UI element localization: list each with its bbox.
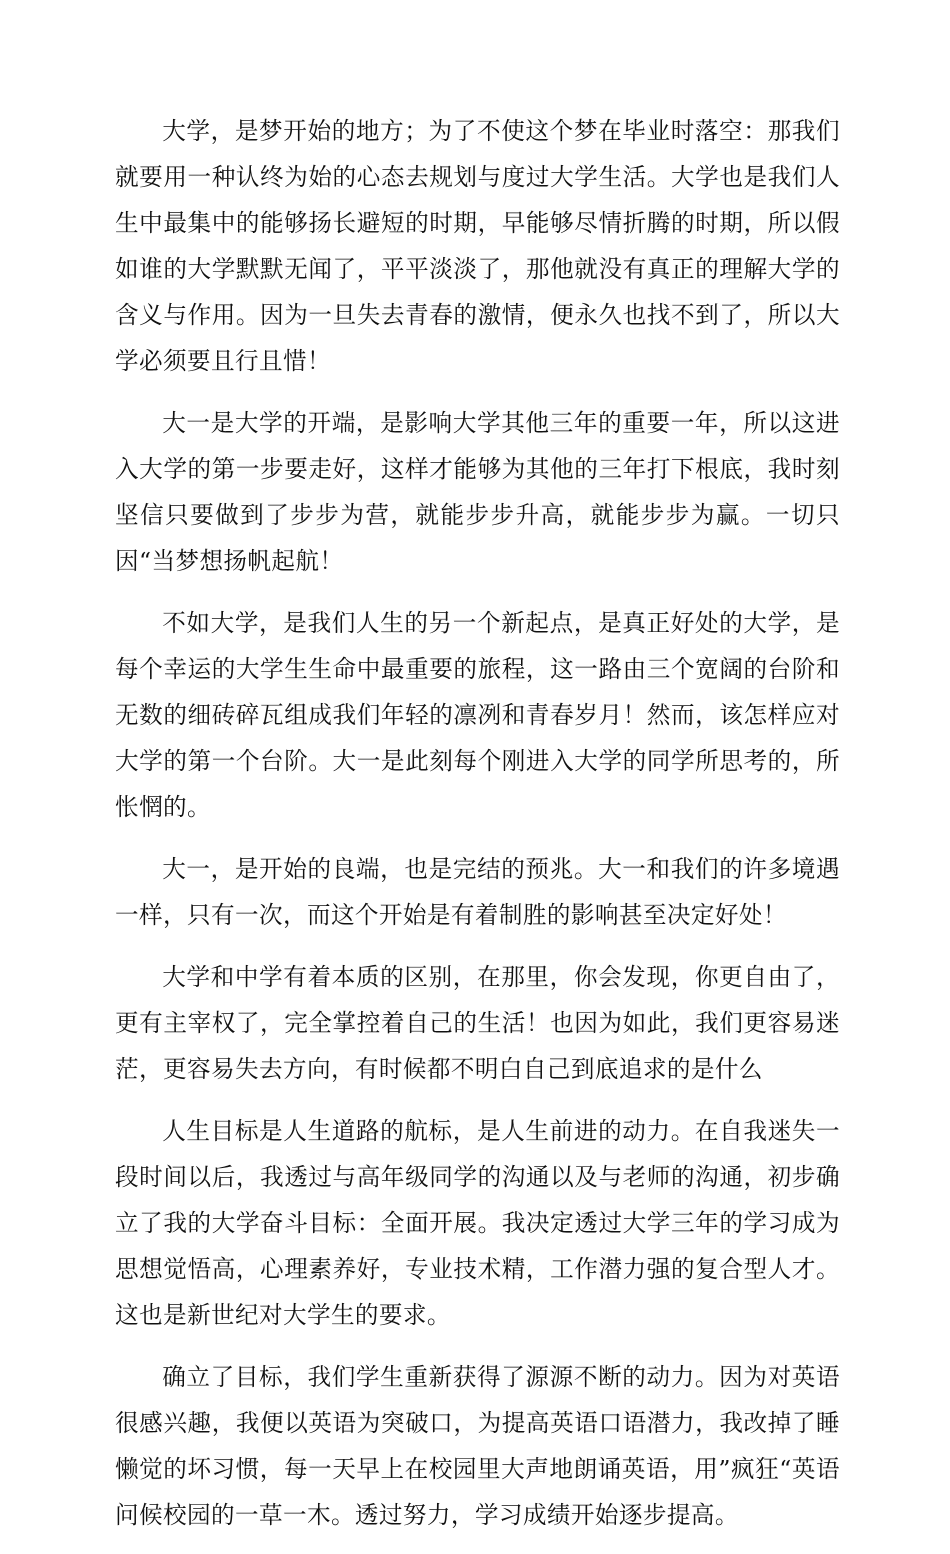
- document-body: [115, 108, 840, 1554]
- paragraph-7: 确立了目标，我们学生重新获得了源源不断的动力。因为对英语很感兴趣，我便以英语为突破口，为提高英语口语潜力，我改掉了睡懒觉的坏习惯，每一天早上在校园里大声地朗诵英语，用”疯狂“英语问候校园的一草一木。透过努力，学习成绩开始逐步提高。: [115, 1363, 840, 1529]
- paragraph-3: 不如大学，是我们人生的另一个新起点，是真正好处的大学，是每个幸运的大学生生命中最重要的旅程，这一路由三个宽阔的台阶和无数的细砖碎瓦组成我们年轻的凛冽和青春岁月！然而，该怎样应对大学的第一个台阶。大一是此刻每个刚进入大学的同学所思考的，所怅惘的。: [115, 609, 840, 821]
- paragraph-2: 大一是大学的开端，是影响大学其他三年的重要一年，所以这进入大学的第一步要走好，这样才能够为其他的三年打下根底，我时刻坚信只要做到了步步为营，就能步步升高，就能步步为赢。一切只因“当梦想扬帆起航！: [115, 409, 840, 575]
- paragraph-1: 大学，是梦开始的地方；为了不使这个梦在毕业时落空：那我们就要用一种认终为始的心态去规划与度过大学生活。大学也是我们人生中最集中的能够扬长避短的时期，早能够尽情折腾的时期，所以假如谁的大学默默无闻了，平平淡淡了，那他就没有真正的理解大学的含义与作用。因为一旦失去青春的激情，便永久也找不到了，所以大学必须要且行且惜！: [115, 117, 840, 375]
- paragraph-4: 大一，是开始的良端，也是完结的预兆。大一和我们的许多境遇一样，只有一次，而这个开始是有着制胜的影响甚至决定好处！: [115, 855, 840, 929]
- paragraph-5: 大学和中学有着本质的区别，在那里，你会发现，你更自由了，更有主宰权了，完全掌控着自己的生活！也因为如此，我们更容易迷茫，更容易失去方向，有时候都不明白自己到底追求的是什么: [115, 963, 840, 1083]
- paragraph-6: 人生目标是人生道路的航标，是人生前进的动力。在自我迷失一段时间以后，我透过与高年级同学的沟通以及与老师的沟通，初步确立了我的大学奋斗目标：全面开展。我决定透过大学三年的学习成为思想觉悟高，心理素养好，专业技术精，工作潜力强的复合型人才。这也是新世纪对大学生的要求。: [115, 1117, 840, 1329]
